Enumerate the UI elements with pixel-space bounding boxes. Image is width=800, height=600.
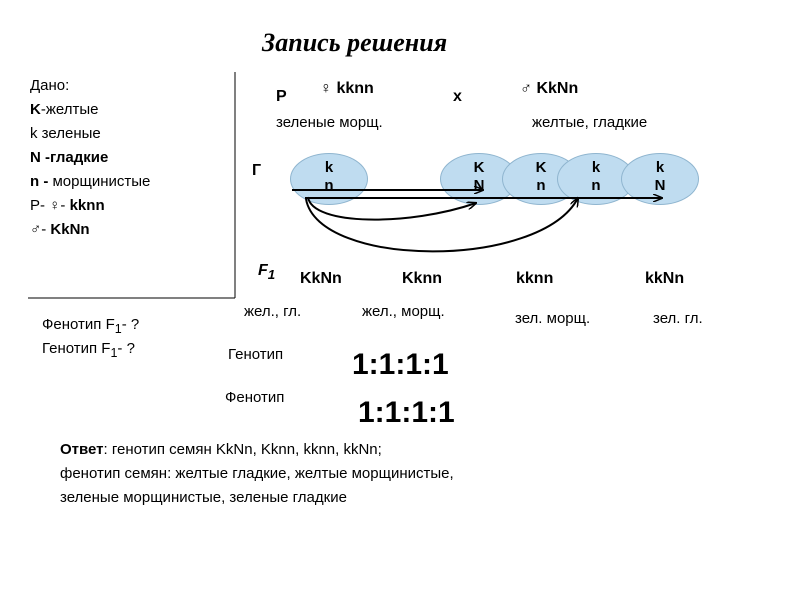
f1-phenotype-2: жел., морщ.: [362, 303, 445, 320]
answer-line-2: фенотип семян: желтые гладкие, желтые морщинистые,: [60, 465, 454, 482]
phenotype-ratio-label: Фенотип: [225, 389, 285, 406]
given-line-female-parent: Р- ♀- kknn: [30, 197, 105, 214]
f1-phenotype-1: жел., гл.: [244, 303, 302, 320]
genotype-ratio: 1:1:1:1: [352, 348, 449, 381]
given-line-dominant-yellow: K-желтые: [30, 101, 99, 118]
given-line-dominant-smooth: N -гладкие: [30, 149, 109, 166]
phenotype-ratio: 1:1:1:1: [358, 396, 455, 429]
gamete-allele-2: N: [473, 177, 485, 194]
gamete-allele-1: k: [655, 159, 665, 176]
f1-genotype-2: Kknn: [402, 270, 442, 287]
question-phenotype: Фенотип $F_1-$ ?: [42, 316, 140, 336]
gamete-allele-1: K: [473, 159, 485, 176]
given-line-recessive-wrinkled: n - морщинистые: [30, 173, 151, 190]
f1-label: $F_1$: [258, 262, 276, 283]
parents-label: Р: [276, 88, 287, 105]
f1-genotype-3: kknn: [516, 270, 554, 287]
gamete-allele-2: N: [654, 177, 666, 194]
answer-line-3: зеленые морщинистые, зеленые гладкие: [60, 489, 347, 506]
arrow-to-Kn: [308, 197, 476, 220]
female-parent-phenotype: зеленые морщ.: [276, 114, 383, 131]
male-parent-genotype: ♂ KkNn: [520, 80, 579, 97]
male-parent-phenotype: желтые, гладкие: [532, 114, 648, 131]
gamete-allele-2: n: [324, 177, 334, 194]
gamete-allele-1: k: [324, 159, 334, 176]
f1-genotype-1: KkNn: [300, 270, 342, 287]
f1-phenotype-3: зел. морщ.: [515, 310, 591, 327]
question-genotype: Генотип $F_1-$ ?: [42, 340, 135, 360]
gamete-allele-2: n: [536, 177, 546, 194]
arrow-to-kn: [306, 198, 578, 251]
answer-block: [60, 438, 454, 510]
female-parent-genotype: ♀ kknn: [320, 80, 374, 97]
page-title: Запись решения: [262, 28, 448, 57]
gamete-allele-1: K: [535, 159, 547, 176]
f1-genotype-4: kkNn: [645, 270, 685, 287]
genotype-ratio-label: Генотип: [228, 346, 284, 363]
given-heading: Дано:: [30, 77, 70, 94]
gamete-allele-1: k: [591, 159, 601, 176]
f1-phenotype-4: зел. гл.: [653, 310, 703, 327]
cross-symbol: x: [453, 88, 462, 105]
gamete-allele-2: n: [591, 177, 601, 194]
gametes-label: Г: [252, 162, 262, 179]
answer-line-1: Ответ: генотип семян KkNn, Kknn, kknn, kkNn;: [60, 441, 382, 458]
given-line-male-parent: ♂- KkNn: [30, 221, 90, 238]
given-line-recessive-green: k зеленые: [30, 125, 101, 142]
